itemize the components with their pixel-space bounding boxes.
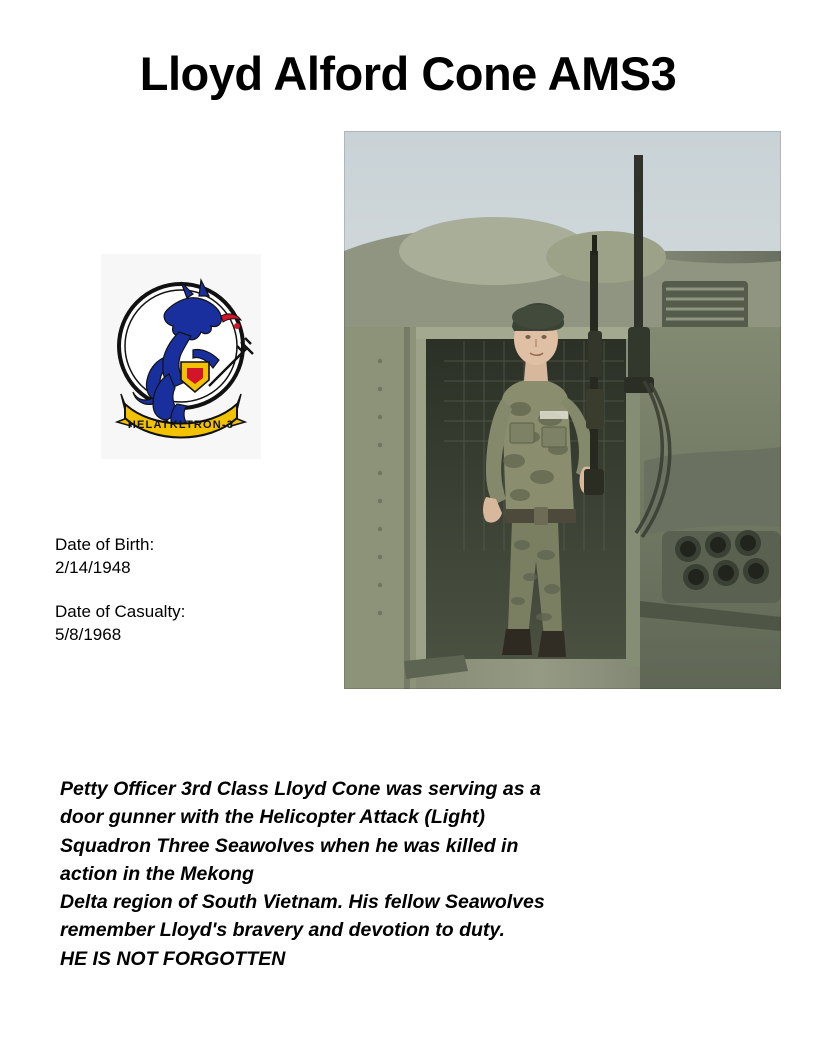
narrative-line: Squadron Three Seawolves when he was killed in: [60, 834, 519, 857]
door-gunner-photo: [344, 131, 781, 689]
narrative-line: HE IS NOT FORGOTTEN: [60, 947, 286, 970]
detail-value: 5/8/1968: [55, 624, 122, 644]
narrative-line: door gunner with the Helicopter Attack (Light): [60, 806, 486, 829]
helatkltron-3-squadron-insignia: [101, 254, 261, 459]
insignia-graphic: [101, 254, 261, 459]
narrative-line: Delta region of South Vietnam. His fellow Seawolves: [60, 891, 545, 914]
insignia-ribbon-text: HELATKLTRON-3: [127, 419, 235, 431]
narrative-line: action in the Mekong: [60, 862, 254, 885]
casualty-details: [55, 534, 305, 668]
detail-label: Date of Casualty:: [55, 602, 186, 622]
narrative-line: Petty Officer 3rd Class Lloyd Cone was serving as a: [60, 778, 541, 800]
detail-label: Date of Birth:: [55, 535, 155, 554]
page-title: Lloyd Alford Cone AMS3: [139, 47, 677, 100]
detail-date-of-birth: [55, 534, 305, 579]
photo-graphic: [344, 131, 781, 689]
gun-barrel: [634, 155, 643, 335]
detail-date-of-casualty: [55, 601, 305, 646]
narrative-line: remember Lloyd's bravery and devotion to duty.: [60, 919, 505, 942]
rocket-pod: [662, 530, 781, 603]
detail-value: 2/14/1948: [55, 557, 131, 577]
narrative-text: [60, 775, 760, 973]
